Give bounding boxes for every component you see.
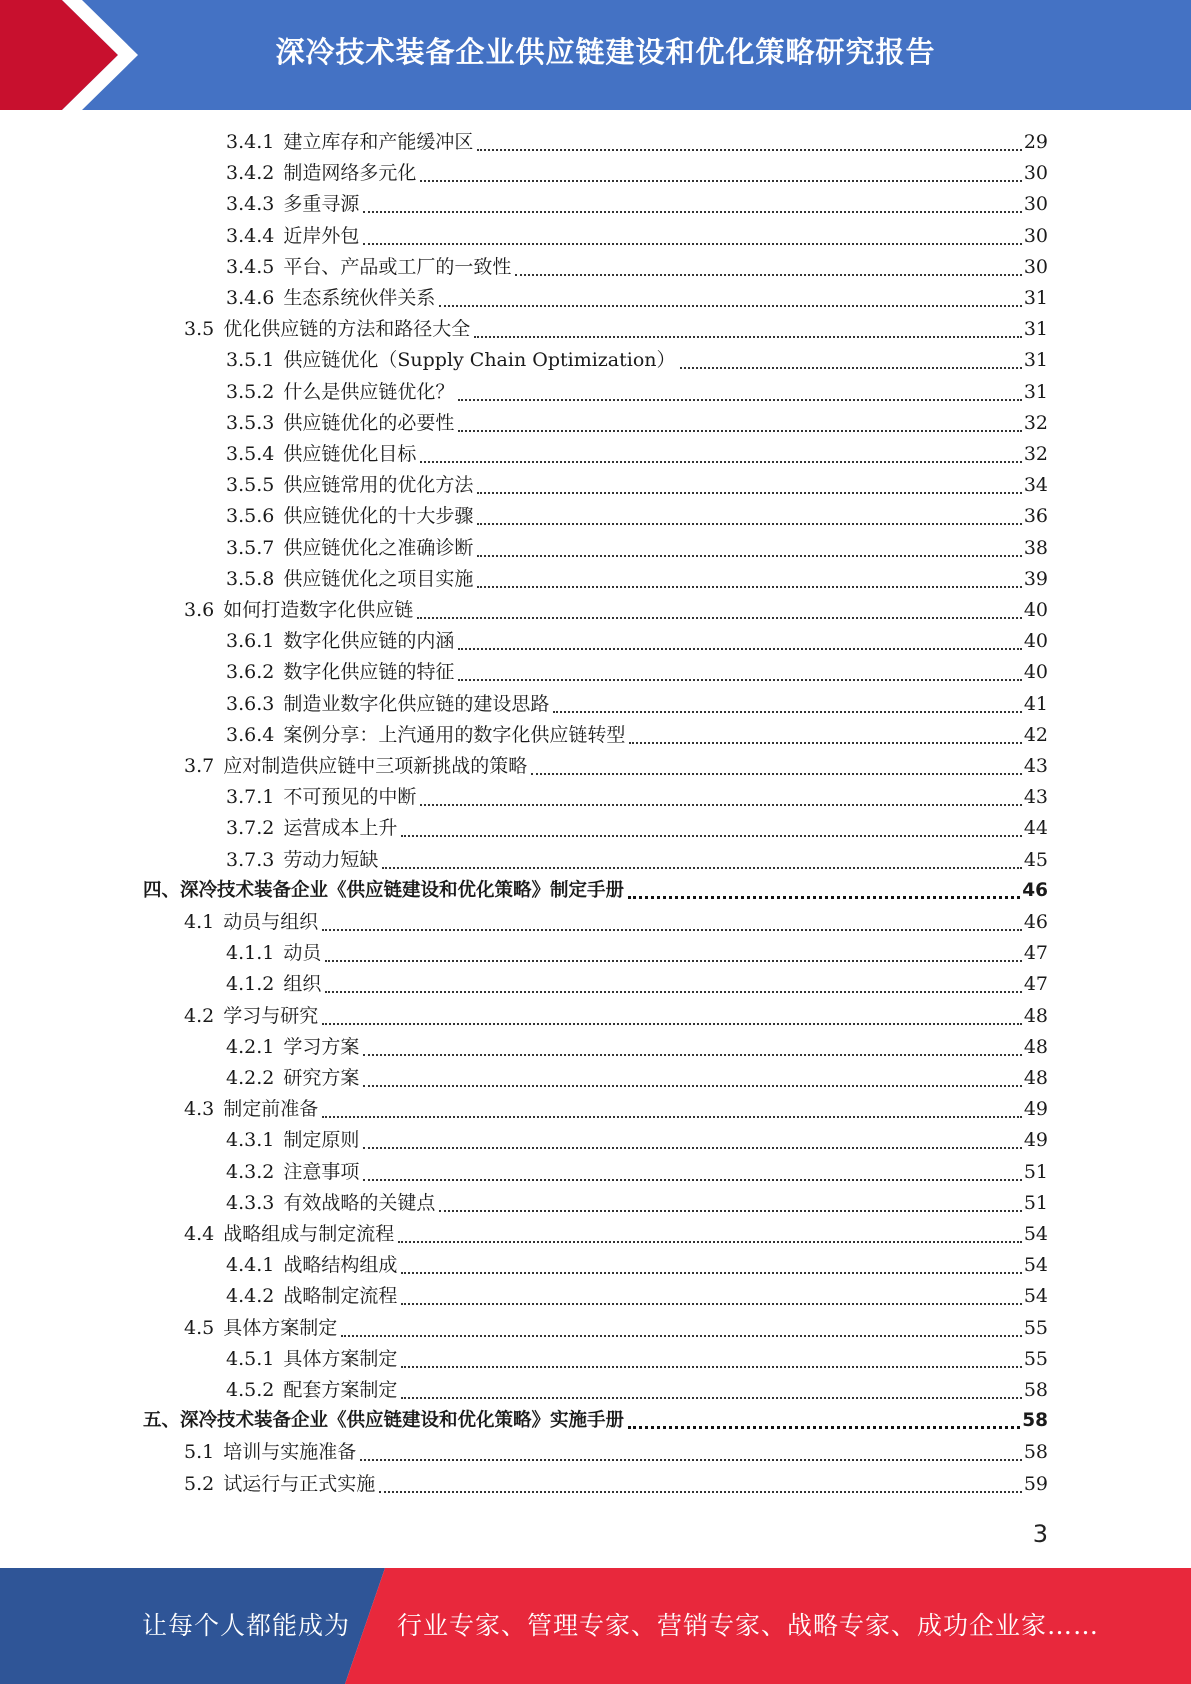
toc-dot-leader <box>420 461 1021 463</box>
toc-entry-number: 4.1.2 <box>226 973 275 996</box>
toc-entry-page: 46 <box>1022 879 1048 901</box>
toc-entry-title: 如何打造数字化供应链 <box>223 599 414 621</box>
toc-entry-title: 制造网络多元化 <box>283 162 417 185</box>
toc-entry-number: 五、 <box>143 1410 181 1432</box>
toc-entry-title: 配套方案制定 <box>283 1379 398 1401</box>
toc-entry-title: 深冷技术装备企业《供应链建设和优化策略》制定手册 <box>180 879 625 901</box>
toc-entry-page: 30 <box>1023 255 1048 278</box>
toc-entry-title: 什么是供应链优化？ <box>283 380 455 403</box>
toc-entry[interactable] <box>226 627 1048 655</box>
toc-entry-title: 供应链优化的十大步骤 <box>283 505 474 528</box>
toc-entry[interactable] <box>143 1407 1048 1435</box>
toc-entry[interactable] <box>184 1095 1048 1123</box>
toc-dot-leader <box>401 1397 1021 1399</box>
toc-entry-number: 4.3 <box>184 1098 215 1121</box>
toc-entry-number: 3.4.4 <box>226 224 275 247</box>
toc-entry-page: 59 <box>1023 1472 1048 1495</box>
toc-entry-page: 31 <box>1023 380 1048 403</box>
toc-entry-number: 3.5.1 <box>226 349 275 372</box>
toc-entry-page: 30 <box>1023 224 1048 247</box>
toc-entry-title: 供应链优化（Supply Chain Optimization） <box>283 349 676 372</box>
toc-entry-title: 动员与组织 <box>223 911 319 933</box>
toc-entry[interactable] <box>184 908 1048 936</box>
toc-dot-leader <box>458 648 1021 650</box>
toc-entry[interactable] <box>226 471 1048 499</box>
toc-entry-page: 45 <box>1023 848 1048 871</box>
toc-dot-leader <box>477 523 1021 525</box>
toc-entry-page: 58 <box>1023 1441 1048 1464</box>
toc-dot-leader <box>322 1023 1022 1025</box>
toc-entry[interactable] <box>226 1282 1048 1310</box>
report-title: 深冷技术装备企业供应链建设和优化策略研究报告 <box>275 34 936 69</box>
toc-entry-title: 制定前准备 <box>223 1098 319 1121</box>
toc-entry-page: 54 <box>1023 1254 1048 1277</box>
toc-entry-number: 5.2 <box>184 1472 215 1495</box>
toc-entry-title: 具体方案制定 <box>223 1316 338 1339</box>
toc-entry-page: 51 <box>1023 1160 1048 1183</box>
toc-entry-number: 3.5.8 <box>226 567 275 590</box>
toc-dot-leader <box>629 742 1021 744</box>
toc-entry-number: 3.7.3 <box>226 848 275 871</box>
toc-dot-leader <box>628 896 1020 899</box>
toc-entry-title: 战略组成与制定流程 <box>223 1223 395 1245</box>
toc-entry-number: 4.2 <box>184 1004 215 1027</box>
toc-entry-page: 51 <box>1023 1191 1048 1214</box>
toc-entry[interactable] <box>226 346 1048 374</box>
toc-entry-number: 3.6.4 <box>226 723 275 746</box>
toc-entry[interactable] <box>226 690 1048 718</box>
toc-entry-number: 4.5.2 <box>226 1379 275 1401</box>
toc-entry[interactable] <box>184 1002 1048 1030</box>
toc-dot-leader <box>553 711 1021 713</box>
toc-entry[interactable] <box>226 814 1048 842</box>
toc-entry-page: 47 <box>1023 973 1048 996</box>
toc-entry-number: 4.4.2 <box>226 1285 275 1308</box>
toc-entry-title: 供应链优化之项目实施 <box>283 567 474 590</box>
toc-entry-page: 31 <box>1023 349 1048 372</box>
toc-dot-leader <box>322 929 1022 931</box>
toc-entry[interactable] <box>226 534 1048 562</box>
toc-entry-title: 建立库存和产能缓冲区 <box>283 131 474 153</box>
toc-entry-page: 30 <box>1023 162 1048 185</box>
toc-dot-leader <box>680 367 1022 369</box>
toc-entry[interactable] <box>226 159 1048 187</box>
toc-entry-number: 4.1 <box>184 911 215 933</box>
toc-entry[interactable] <box>226 222 1048 250</box>
toc-entry-title: 供应链优化目标 <box>283 443 417 465</box>
toc-entry-title: 培训与实施准备 <box>223 1441 357 1464</box>
toc-dot-leader <box>363 1054 1021 1056</box>
toc-entry-page: 47 <box>1023 942 1048 965</box>
toc-entry-title: 应对制造供应链中三项新挑战的策略 <box>223 755 528 777</box>
toc-entry-page: 58 <box>1022 1410 1048 1432</box>
toc-dot-leader <box>322 1116 1022 1118</box>
toc-entry[interactable] <box>226 1251 1048 1279</box>
toc-entry[interactable] <box>226 565 1048 593</box>
toc-dot-leader <box>401 835 1021 837</box>
toc-entry-page: 30 <box>1023 193 1048 216</box>
toc-entry-number: 4.3.1 <box>226 1129 275 1152</box>
toc-entry-number: 4.3.2 <box>226 1160 275 1183</box>
toc-entry-title: 供应链优化的必要性 <box>283 411 455 434</box>
toc-dot-leader <box>477 149 1021 151</box>
toc-entry-page: 40 <box>1023 661 1048 684</box>
toc-entry-number: 4.4.1 <box>226 1254 275 1277</box>
toc-dot-leader <box>439 305 1021 307</box>
footer-roles: 行业专家、管理专家、营销专家、战略专家、成功企业家…… <box>397 1611 1100 1640</box>
toc-dot-leader <box>515 274 1021 276</box>
toc-entry-title: 数字化供应链的内涵 <box>283 630 455 653</box>
toc-entry-title: 近岸外包 <box>283 224 360 247</box>
toc-entry-title: 数字化供应链的特征 <box>283 661 455 684</box>
toc-entry-page: 39 <box>1023 567 1048 590</box>
toc-entry-number: 4.1.1 <box>226 942 275 965</box>
toc-entry-title: 有效战略的关键点 <box>283 1191 436 1214</box>
toc-entry-number: 3.6 <box>184 599 215 621</box>
toc-entry-page: 36 <box>1023 505 1048 528</box>
toc-entry-number: 3.7.2 <box>226 817 275 840</box>
toc-entry-number: 4.2.2 <box>226 1067 275 1089</box>
toc-dot-leader <box>458 399 1021 401</box>
toc-entry-title: 注意事项 <box>283 1160 360 1183</box>
toc-entry-title: 动员 <box>283 942 322 965</box>
toc-entry-page: 31 <box>1023 318 1048 341</box>
toc-dot-leader <box>477 586 1021 588</box>
toc-entry-page: 48 <box>1023 1004 1048 1027</box>
toc-entry-title: 劳动力短缺 <box>283 848 379 871</box>
page-header <box>0 0 1191 110</box>
toc-dot-leader <box>477 492 1021 494</box>
toc-entry-title: 生态系统伙伴关系 <box>283 287 436 309</box>
toc-entry-title: 学习与研究 <box>223 1004 319 1027</box>
toc-entry-page: 55 <box>1023 1316 1048 1339</box>
toc-entry-page: 32 <box>1023 411 1048 434</box>
toc-entry-number: 3.7 <box>184 755 215 777</box>
toc-entry-title: 研究方案 <box>283 1067 360 1089</box>
toc-entry[interactable] <box>143 877 1048 905</box>
toc-dot-leader <box>420 804 1021 806</box>
toc-entry-page: 58 <box>1023 1379 1048 1401</box>
toc-dot-leader <box>474 336 1022 338</box>
toc-dot-leader <box>379 1491 1022 1493</box>
toc-dot-leader <box>458 679 1021 681</box>
toc-entry-page: 43 <box>1023 755 1048 777</box>
toc-entry-number: 四、 <box>143 879 181 901</box>
toc-dot-leader <box>401 1303 1021 1305</box>
toc-entry-title: 战略结构组成 <box>283 1254 398 1277</box>
toc-entry-page: 34 <box>1023 474 1048 497</box>
toc-entry[interactable] <box>226 378 1048 406</box>
toc-entry-number: 3.6.1 <box>226 630 275 653</box>
toc-entry[interactable] <box>226 1033 1048 1061</box>
toc-entry[interactable] <box>184 1220 1048 1248</box>
toc-entry-number: 3.5.5 <box>226 474 275 497</box>
toc-entry-number: 5.1 <box>184 1441 215 1464</box>
toc-entry-number: 4.2.1 <box>226 1035 275 1058</box>
toc-entry-title: 案例分享：上汽通用的数字化供应链转型 <box>283 723 626 746</box>
page-footer <box>0 1568 1191 1684</box>
toc-entry-number: 4.3.3 <box>226 1191 275 1214</box>
toc-entry-number: 3.6.3 <box>226 692 275 715</box>
toc-entry[interactable] <box>226 1158 1048 1186</box>
toc-dot-leader <box>458 430 1021 432</box>
toc-entry-number: 3.5 <box>184 318 215 341</box>
toc-entry[interactable] <box>184 1438 1048 1466</box>
toc-entry-title: 多重寻源 <box>283 193 360 216</box>
toc-entry-title: 供应链优化之准确诊断 <box>283 536 474 559</box>
toc-dot-leader <box>325 960 1021 962</box>
toc-entry-number: 3.4.3 <box>226 193 275 216</box>
toc-entry-page: 40 <box>1023 599 1048 621</box>
toc-dot-leader <box>439 1210 1021 1212</box>
toc-entry-title: 战略制定流程 <box>283 1285 398 1308</box>
toc-entry[interactable] <box>226 846 1048 874</box>
toc-entry-number: 4.5 <box>184 1316 215 1339</box>
toc-entry[interactable] <box>226 502 1048 530</box>
toc-entry-title: 深冷技术装备企业《供应链建设和优化策略》实施手册 <box>180 1410 625 1432</box>
toc-entry-title: 试运行与正式实施 <box>223 1472 376 1495</box>
toc-entry-page: 41 <box>1023 692 1048 715</box>
toc-entry[interactable] <box>226 409 1048 437</box>
toc-dot-leader <box>398 1241 1022 1243</box>
toc-entry-title: 具体方案制定 <box>283 1347 398 1370</box>
toc-entry-page: 49 <box>1023 1098 1048 1121</box>
toc-entry-title: 不可预见的中断 <box>283 786 417 809</box>
toc-dot-leader <box>363 1179 1021 1181</box>
toc-entry[interactable] <box>226 721 1048 749</box>
toc-entry-page: 40 <box>1023 630 1048 653</box>
toc-entry-page: 43 <box>1023 786 1048 809</box>
toc-entry-page: 54 <box>1023 1285 1048 1308</box>
toc-dot-leader <box>401 1272 1021 1274</box>
toc-entry-page: 55 <box>1023 1347 1048 1370</box>
toc-entry-number: 3.5.2 <box>226 380 275 403</box>
toc-entry-title: 组织 <box>283 973 322 996</box>
toc-dot-leader <box>341 1335 1022 1337</box>
toc-dot-leader <box>531 773 1022 775</box>
toc-entry-title: 平台、产品或工厂的一致性 <box>283 255 512 278</box>
toc-entry[interactable] <box>226 440 1048 468</box>
toc-entry[interactable] <box>184 1314 1048 1342</box>
toc-entry-title: 制定原则 <box>283 1129 360 1152</box>
toc-entry-number: 3.6.2 <box>226 661 275 684</box>
toc-entry[interactable] <box>226 1064 1048 1092</box>
toc-entry-page: 44 <box>1023 817 1048 840</box>
toc-entry[interactable] <box>226 1376 1048 1404</box>
toc-entry-page: 42 <box>1023 723 1048 746</box>
toc-entry-page: 49 <box>1023 1129 1048 1152</box>
toc-entry-page: 48 <box>1023 1035 1048 1058</box>
toc-entry-page: 31 <box>1023 287 1048 309</box>
toc-dot-leader <box>382 867 1021 869</box>
toc-entry[interactable] <box>226 783 1048 811</box>
toc-entry-title: 优化供应链的方法和路径大全 <box>223 318 471 341</box>
toc-entry-title: 制造业数字化供应链的建设思路 <box>283 692 550 715</box>
toc-entry-number: 3.4.5 <box>226 255 275 278</box>
toc-dot-leader <box>401 1366 1021 1368</box>
footer-slogan: 让每个人都能成为 <box>142 1611 351 1640</box>
toc-entry-number: 4.4 <box>184 1223 215 1245</box>
toc-entry[interactable] <box>226 658 1048 686</box>
toc-entry-page: 32 <box>1023 443 1048 465</box>
toc-dot-leader <box>628 1426 1020 1429</box>
toc-entry-number: 3.4.2 <box>226 162 275 185</box>
toc-entry[interactable] <box>226 253 1048 281</box>
toc-dot-leader <box>417 617 1022 619</box>
toc-entry-number: 3.5.4 <box>226 443 275 465</box>
page-number: 3 <box>1032 1520 1048 1548</box>
toc-entry-number: 3.4.1 <box>226 131 275 153</box>
toc-dot-leader <box>363 243 1021 245</box>
toc-entry-page: 46 <box>1023 911 1048 933</box>
toc-entry[interactable] <box>226 190 1048 218</box>
toc-entry-number: 3.4.6 <box>226 287 275 309</box>
toc-entry-title: 学习方案 <box>283 1035 360 1058</box>
toc-entry[interactable] <box>226 284 1048 312</box>
toc-entry[interactable] <box>226 128 1048 156</box>
toc-entry-page: 29 <box>1023 131 1048 153</box>
toc-dot-leader <box>325 991 1021 993</box>
toc-entry[interactable] <box>184 596 1048 624</box>
toc-entry[interactable] <box>226 1345 1048 1373</box>
toc-entry[interactable] <box>226 1189 1048 1217</box>
toc-entry-page: 48 <box>1023 1067 1048 1089</box>
toc-entry-number: 3.7.1 <box>226 786 275 809</box>
toc-dot-leader <box>363 1147 1021 1149</box>
toc-entry-page: 38 <box>1023 536 1048 559</box>
toc-dot-leader <box>477 555 1021 557</box>
toc-dot-leader <box>363 1085 1021 1087</box>
toc-entry-title: 供应链常用的优化方法 <box>283 474 474 497</box>
toc-entry[interactable] <box>226 970 1048 998</box>
toc-entry[interactable] <box>226 939 1048 967</box>
toc-dot-leader <box>420 180 1021 182</box>
toc-entry[interactable] <box>226 1126 1048 1154</box>
toc-entry-number: 4.5.1 <box>226 1347 275 1370</box>
toc-entry-number: 3.5.7 <box>226 536 275 559</box>
toc-entry[interactable] <box>184 1470 1048 1498</box>
toc-entry-number: 3.5.3 <box>226 411 275 434</box>
toc-entry-title: 运营成本上升 <box>283 817 398 840</box>
toc-entry-number: 3.5.6 <box>226 505 275 528</box>
toc-entry[interactable] <box>184 752 1048 780</box>
toc-dot-leader <box>360 1459 1022 1461</box>
toc-entry-page: 54 <box>1023 1223 1048 1245</box>
toc-entry[interactable] <box>184 315 1048 343</box>
toc-dot-leader <box>363 211 1021 213</box>
